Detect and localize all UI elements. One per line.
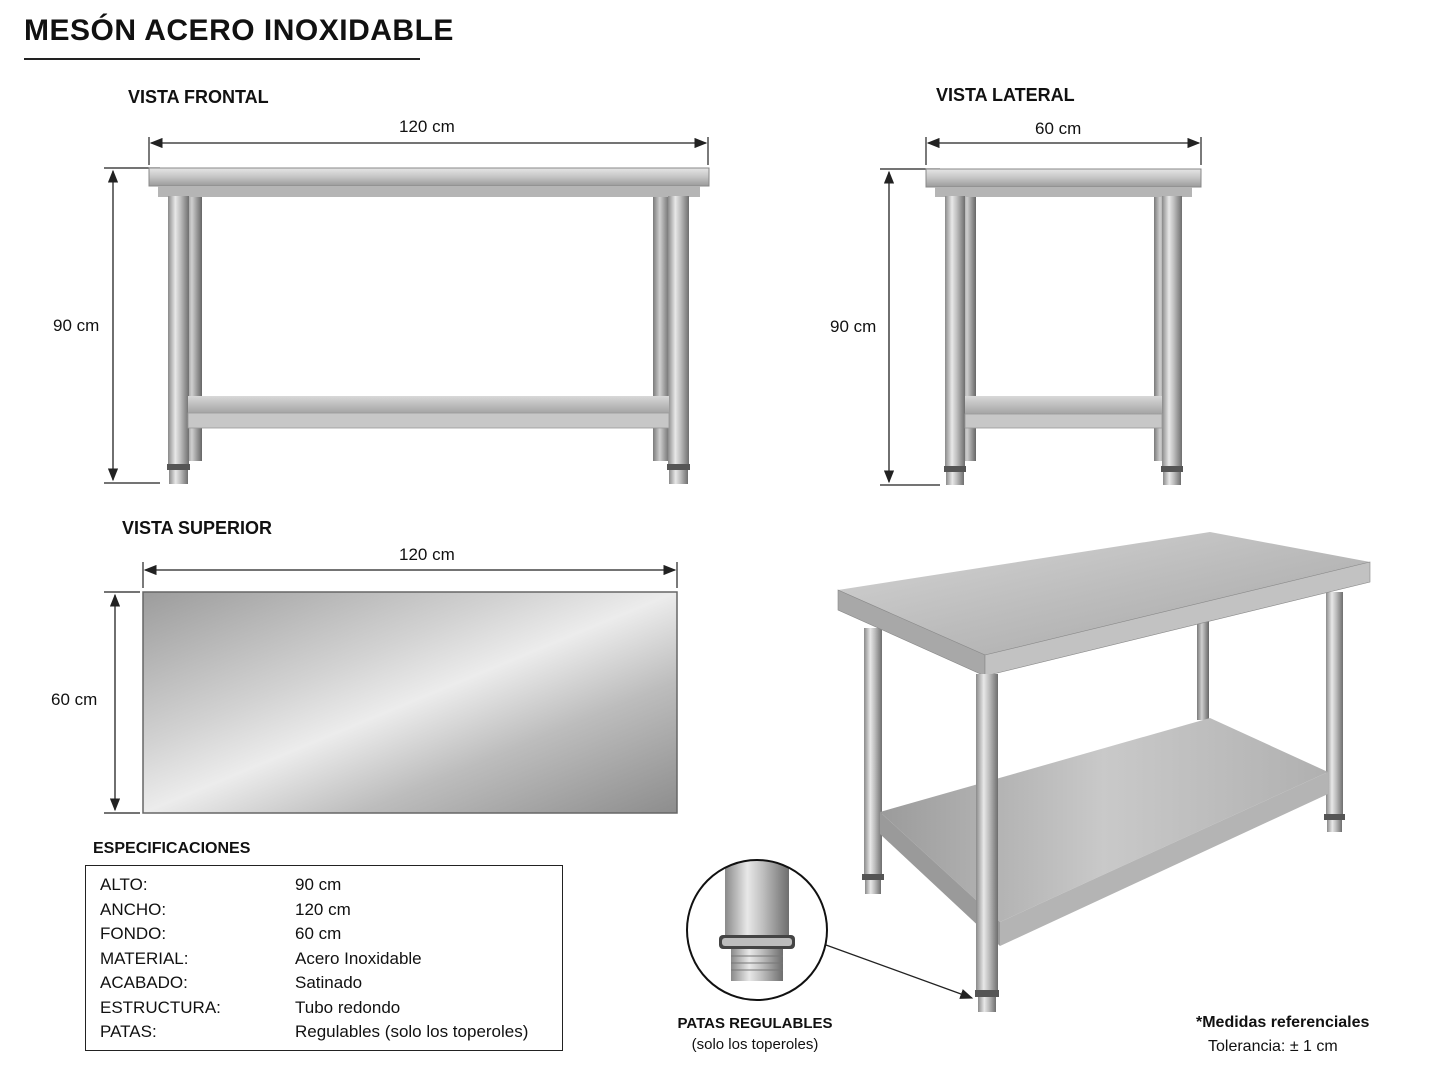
- spec-label: ALTO:: [100, 875, 148, 894]
- page-title: MESÓN ACERO INOXIDABLE: [24, 14, 454, 47]
- front-height-label: 90 cm: [53, 316, 100, 335]
- spec-label: ESTRUCTURA:: [100, 998, 221, 1017]
- specs-title: ESPECIFICACIONES: [93, 840, 251, 857]
- top-width-label: 120 cm: [399, 545, 455, 564]
- side-width-label: 60 cm: [1035, 119, 1082, 138]
- spec-value: 120 cm: [295, 900, 351, 919]
- top-view-label: VISTA SUPERIOR: [122, 518, 273, 538]
- spec-value: Satinado: [295, 973, 363, 992]
- adjustable-foot-detail: [687, 860, 827, 1000]
- side-height-label: 90 cm: [830, 317, 877, 336]
- front-width-label: 120 cm: [399, 117, 455, 136]
- reference-note: *Medidas referenciales: [1196, 1014, 1370, 1031]
- spec-label: ANCHO:: [100, 900, 167, 919]
- spec-value: 60 cm: [295, 924, 342, 943]
- top-view-drawing: [104, 562, 677, 813]
- tolerance-note: Tolerancia: ± 1 cm: [1208, 1038, 1338, 1055]
- spec-value: Regulables (solo los toperoles): [295, 1022, 529, 1041]
- callout-subtitle: (solo los toperoles): [691, 1036, 819, 1053]
- spec-label: FONDO:: [100, 924, 167, 943]
- callout-title: PATAS REGULABLES: [677, 1015, 833, 1032]
- spec-value: Tubo redondo: [295, 998, 401, 1017]
- spec-label: PATAS:: [100, 1022, 157, 1041]
- side-view-label: VISTA LATERAL: [936, 85, 1075, 105]
- spec-value: Acero Inoxidable: [295, 949, 422, 968]
- isometric-view-drawing: [826, 532, 1370, 1012]
- spec-label: MATERIAL:: [100, 949, 189, 968]
- spec-label: ACABADO:: [100, 973, 188, 992]
- front-view-label: VISTA FRONTAL: [128, 87, 269, 107]
- specs-table: [85, 865, 563, 1051]
- side-view-drawing: [880, 137, 1201, 485]
- spec-value: 90 cm: [295, 875, 342, 894]
- top-depth-label: 60 cm: [51, 690, 98, 709]
- front-view-drawing: [104, 137, 709, 484]
